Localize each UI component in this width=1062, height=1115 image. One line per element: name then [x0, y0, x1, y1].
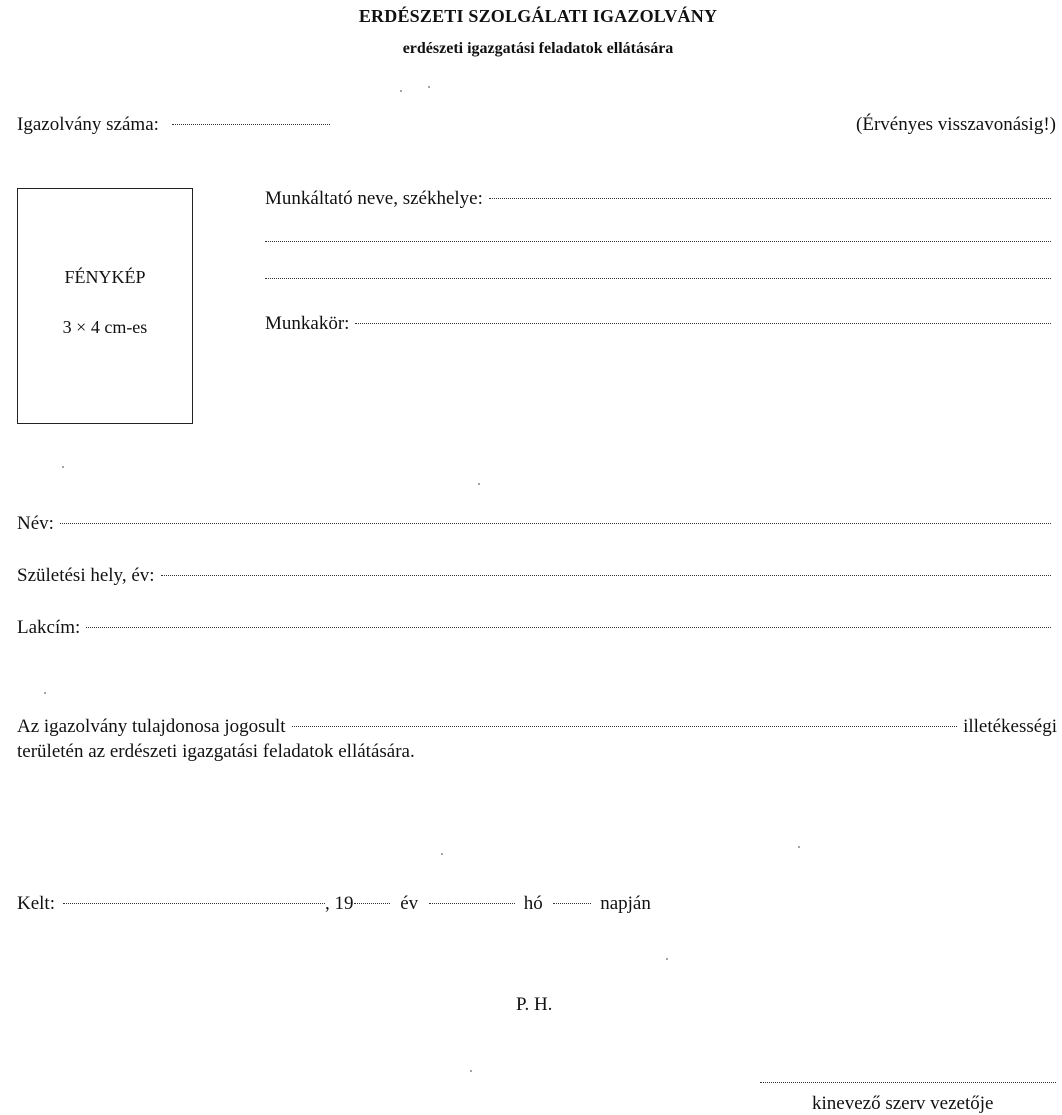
card-number-field[interactable] [172, 124, 330, 125]
address-label: Lakcím: [17, 617, 81, 638]
scan-speck [798, 846, 800, 848]
signature-line[interactable] [760, 1082, 1056, 1083]
stamp-placeholder: P. H. [516, 994, 553, 1015]
issue-year-field[interactable] [354, 903, 390, 904]
authorization-text-start: Az igazolvány tulajdonosa jogosult [17, 716, 286, 737]
job-title-row [265, 313, 1051, 335]
issue-year-prefix: , 19 [325, 893, 354, 914]
authorization-row [17, 716, 1057, 738]
birth-label: Születési hely, év: [17, 565, 155, 586]
validity-note: (Érvényes visszavonásig!) [856, 114, 1056, 135]
scan-speck [400, 90, 402, 92]
birth-field[interactable] [161, 575, 1051, 576]
employer-name-row [265, 188, 1051, 210]
issue-year-label: év [400, 893, 419, 914]
issue-month-field[interactable] [429, 903, 515, 904]
name-row [17, 513, 1051, 535]
document-title: ERDÉSZETI SZOLGÁLATI IGAZOLVÁNY [358, 6, 718, 26]
scan-speck [62, 466, 64, 468]
scan-speck [666, 958, 668, 960]
scan-speck [470, 1070, 472, 1072]
address-row [17, 617, 1051, 639]
card-number-row [17, 114, 330, 136]
name-field[interactable] [60, 523, 1051, 524]
scan-speck [44, 692, 46, 694]
employer-name-line-2[interactable] [265, 241, 1051, 242]
photo-size: 3 × 4 cm-es [62, 317, 148, 337]
signature-label: kinevező szerv vezetője [812, 1093, 994, 1114]
issue-day-field[interactable] [553, 903, 591, 904]
authorization-text-mid: illetékességi [963, 716, 1057, 737]
scan-speck [441, 853, 443, 855]
photo-placeholder [17, 188, 193, 424]
jurisdiction-field[interactable] [292, 726, 957, 727]
job-title-label: Munkakör: [265, 313, 350, 334]
issue-place-label: Kelt: [17, 893, 55, 914]
employer-name-line-3[interactable] [265, 278, 1051, 279]
employer-name-label: Munkáltató neve, székhelye: [265, 188, 483, 209]
issue-place-field[interactable] [63, 903, 325, 904]
scan-speck [428, 86, 430, 88]
employer-name-field[interactable] [489, 198, 1051, 199]
photo-label: FÉNYKÉP [64, 267, 146, 287]
scan-speck [478, 483, 480, 485]
issue-month-label: hó [523, 893, 543, 914]
document-subtitle: erdészeti igazgatási feladatok ellátására [402, 40, 674, 57]
birth-row [17, 565, 1051, 587]
authorization-text-line2: területén az erdészeti igazgatási feladatok ellátására. [17, 741, 415, 762]
job-title-field[interactable] [355, 323, 1051, 324]
issue-date-row [17, 893, 651, 915]
card-number-label: Igazolvány száma: [17, 114, 159, 135]
address-field[interactable] [86, 627, 1051, 628]
issue-day-label: napján [600, 893, 651, 914]
name-label: Név: [17, 513, 54, 534]
